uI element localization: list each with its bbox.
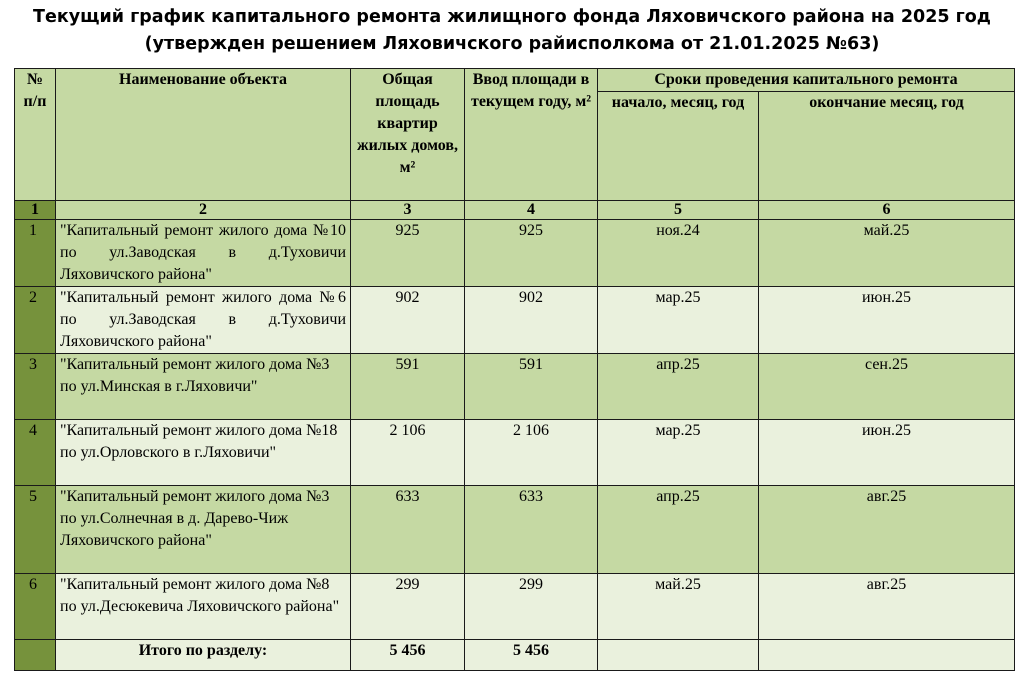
- header-end: окончание месяц, год: [759, 92, 1015, 201]
- object-name: "Капитальный ремонт жилого дома №18 по ул.Орловского в г.Ляховичи": [56, 420, 351, 486]
- object-name: "Капитальный ремонт жилого дома №3 по ул.Солнечная в д. Дарево-Чиж Ляховичского района": [56, 486, 351, 574]
- table-row: [15, 354, 1015, 420]
- area-total: 633: [351, 486, 465, 574]
- table-row: [15, 220, 1015, 287]
- column-number: 6: [759, 201, 1015, 220]
- row-number: 2: [15, 287, 56, 354]
- total-area-input: 5 456: [465, 640, 598, 671]
- row-number: 3: [15, 354, 56, 420]
- object-name: "Капитальный ремонт жилого дома №10 по ул.Заводская в д.Туховичи Ляховичского района": [56, 220, 351, 287]
- area-input: 925: [465, 220, 598, 287]
- object-name: "Капитальный ремонт жилого дома №6 по ул.Заводская в д.Туховичи Ляховичского района": [56, 287, 351, 354]
- table-row: [15, 287, 1015, 354]
- column-number: 2: [56, 201, 351, 220]
- area-total: 925: [351, 220, 465, 287]
- area-input: 902: [465, 287, 598, 354]
- total-num-cell: [15, 640, 56, 671]
- end-date: авг.25: [759, 574, 1015, 640]
- column-number-row: [15, 201, 1015, 220]
- area-input: 299: [465, 574, 598, 640]
- column-number: 1: [15, 201, 56, 220]
- end-date: май.25: [759, 220, 1015, 287]
- area-input: 591: [465, 354, 598, 420]
- header-name: Наименование объекта: [56, 69, 351, 201]
- area-input: 2 106: [465, 420, 598, 486]
- title-line-2: (утвержден решением Ляховичского райисполкома от 21.01.2025 №63): [144, 34, 880, 54]
- area-total: 902: [351, 287, 465, 354]
- start-date: ноя.24: [598, 220, 759, 287]
- total-row: [15, 640, 1015, 671]
- total-area-total: 5 456: [351, 640, 465, 671]
- repair-schedule-table: [14, 68, 1015, 671]
- column-number: 5: [598, 201, 759, 220]
- start-date: мар.25: [598, 287, 759, 354]
- area-input: 633: [465, 486, 598, 574]
- column-number: 3: [351, 201, 465, 220]
- start-date: апр.25: [598, 486, 759, 574]
- column-number: 4: [465, 201, 598, 220]
- row-number: 4: [15, 420, 56, 486]
- row-number: 6: [15, 574, 56, 640]
- start-date: май.25: [598, 574, 759, 640]
- total-start-cell: [598, 640, 759, 671]
- table-row: [15, 486, 1015, 574]
- row-number: 1: [15, 220, 56, 287]
- row-number: 5: [15, 486, 56, 574]
- object-name: "Капитальный ремонт жилого дома №8 по ул.Десюкевича Ляховичского района": [56, 574, 351, 640]
- header-num: № п/п: [15, 69, 56, 201]
- title-line-1: Текущий график капитального ремонта жилищного фонда Ляховичского района на 2025 год: [33, 7, 991, 27]
- area-total: 299: [351, 574, 465, 640]
- object-name: "Капитальный ремонт жилого дома №3 по ул.Минская в г.Ляховичи": [56, 354, 351, 420]
- header-row-1: [15, 69, 1015, 92]
- table-row: [15, 420, 1015, 486]
- table-row: [15, 574, 1015, 640]
- start-date: мар.25: [598, 420, 759, 486]
- end-date: сен.25: [759, 354, 1015, 420]
- header-start: начало, месяц, год: [598, 92, 759, 201]
- start-date: апр.25: [598, 354, 759, 420]
- area-total: 591: [351, 354, 465, 420]
- end-date: июн.25: [759, 287, 1015, 354]
- area-total: 2 106: [351, 420, 465, 486]
- document-title: [0, 4, 1024, 58]
- header-area-total: Общая площадь квартир жилых домов, м²: [351, 69, 465, 201]
- header-period-group: Сроки проведения капитального ремонта: [598, 69, 1015, 92]
- total-label: Итого по разделу:: [56, 640, 351, 671]
- total-end-cell: [759, 640, 1015, 671]
- header-area-input: Ввод площади в текущем году, м²: [465, 69, 598, 201]
- end-date: июн.25: [759, 420, 1015, 486]
- end-date: авг.25: [759, 486, 1015, 574]
